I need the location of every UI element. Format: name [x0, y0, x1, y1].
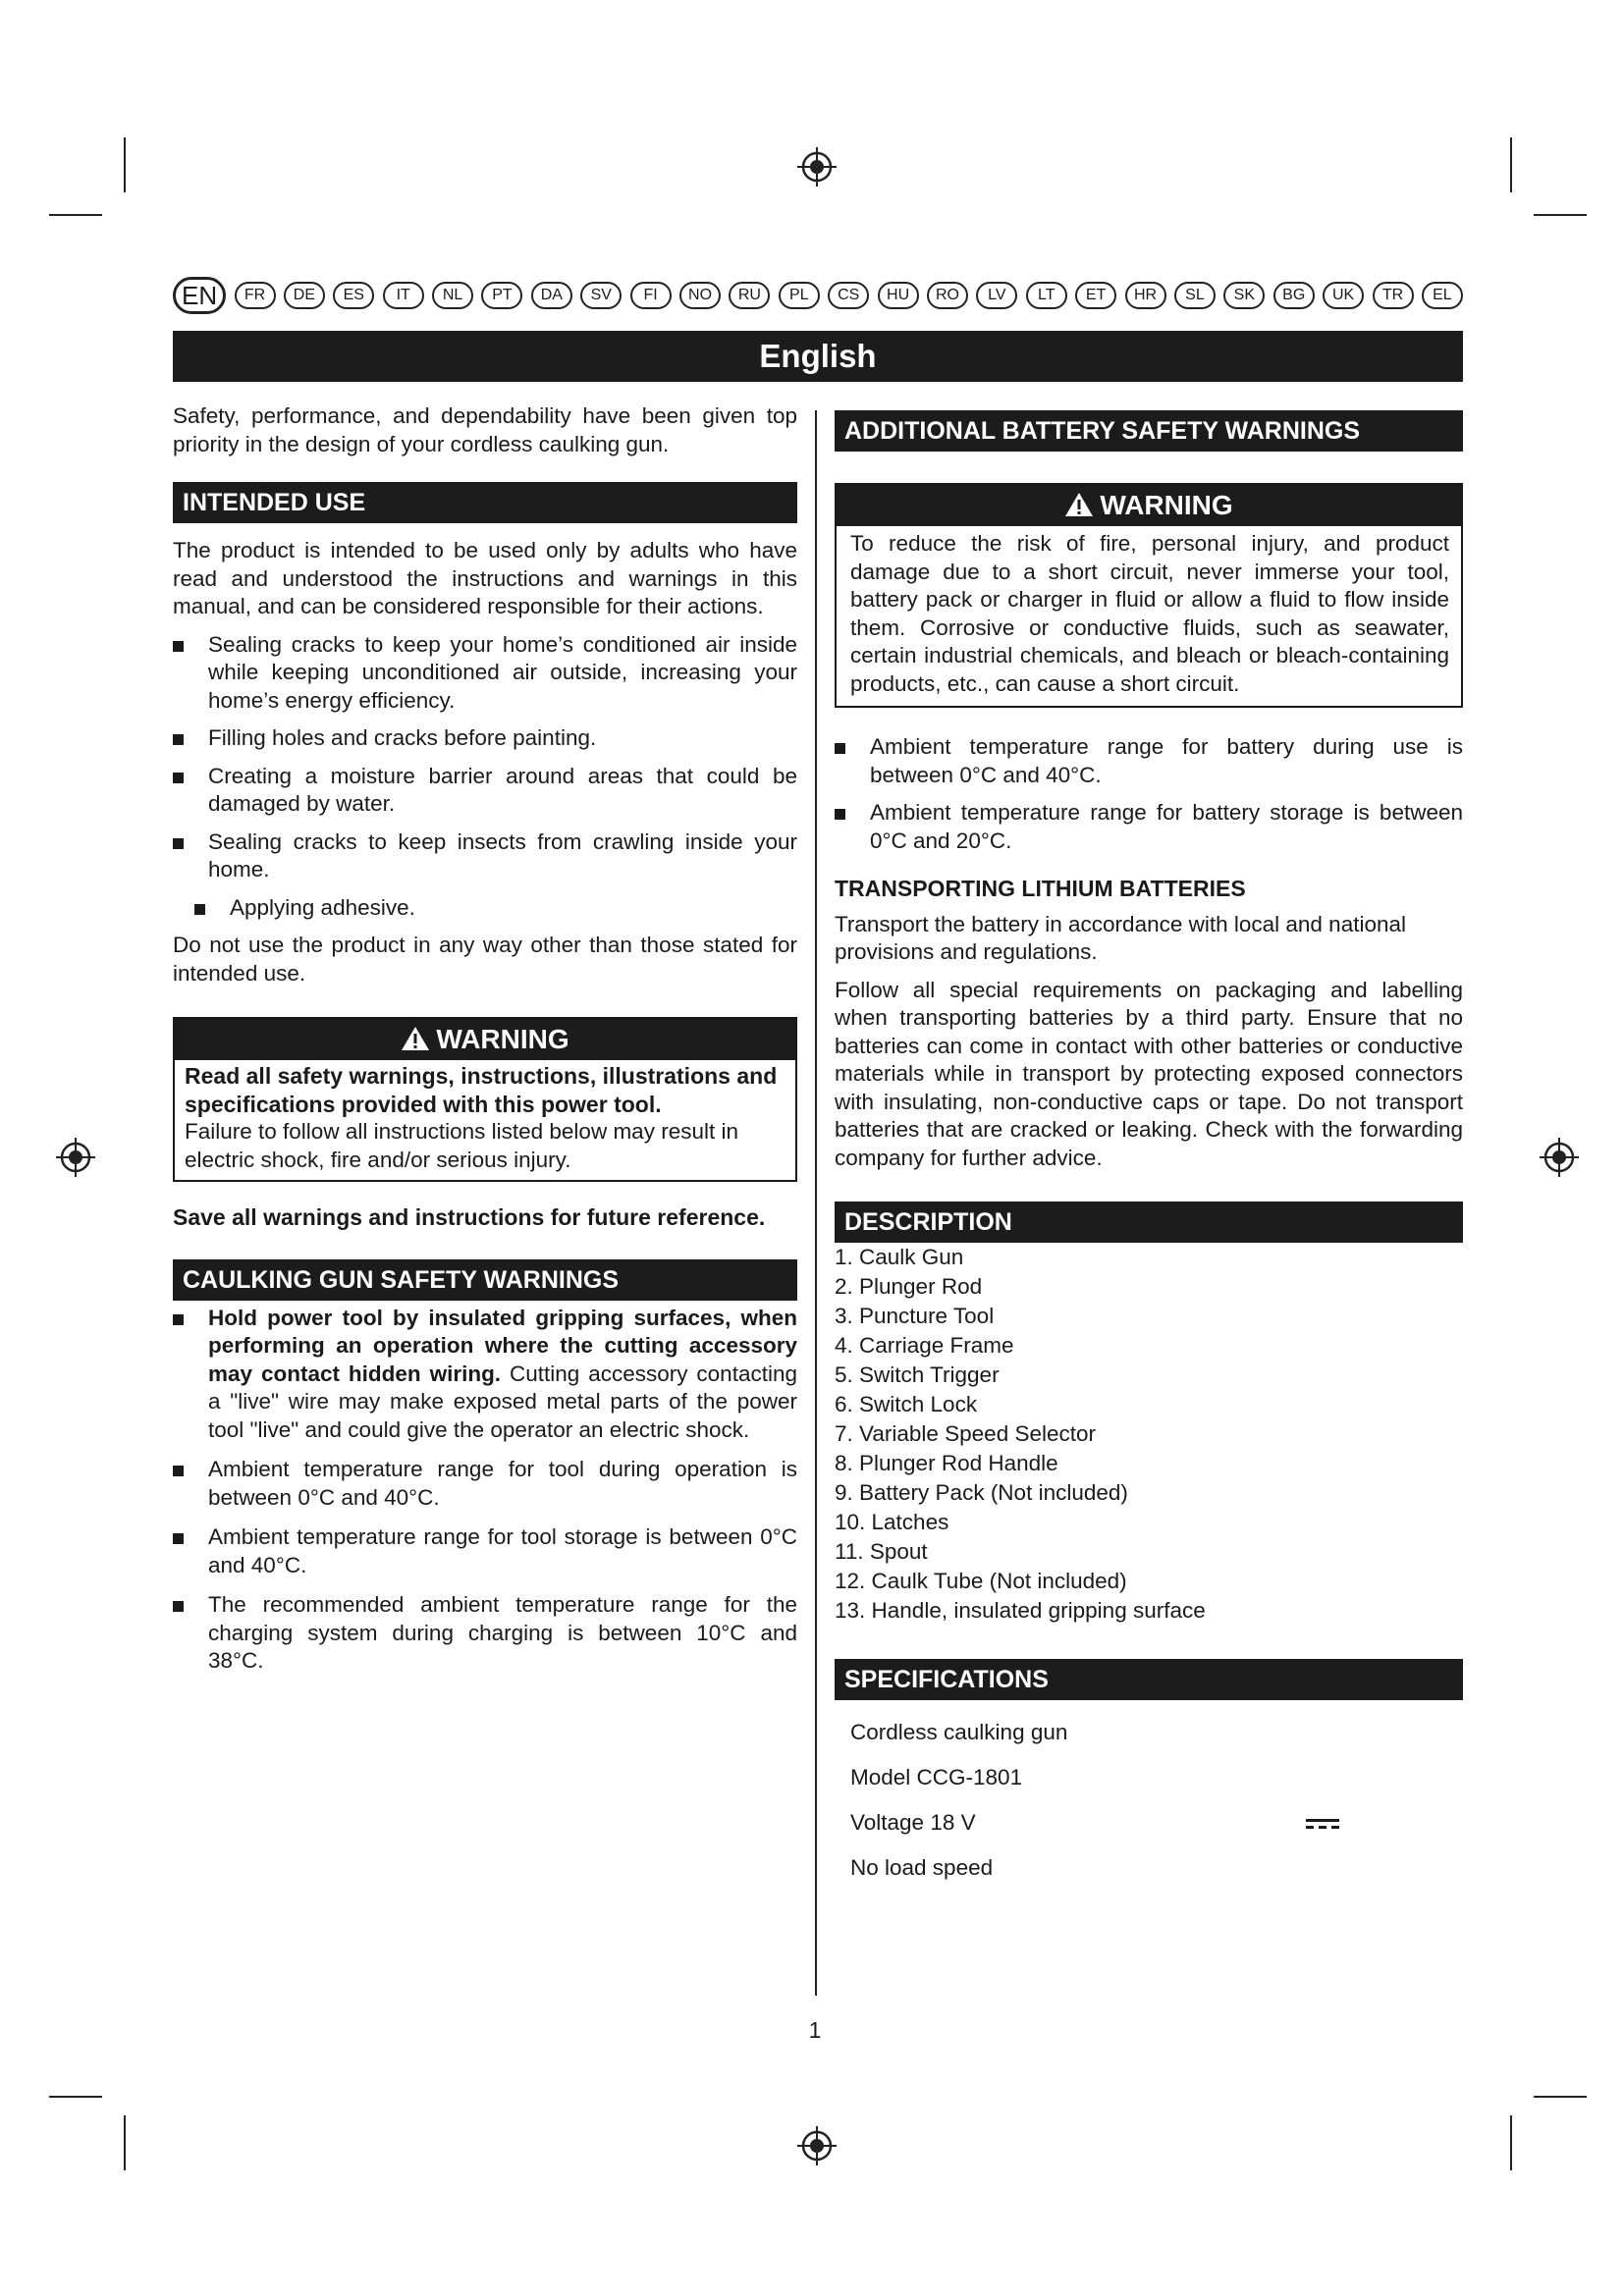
section-header-description: DESCRIPTION: [835, 1201, 1463, 1243]
warning-box: [173, 1017, 797, 1182]
lang-tr[interactable]: TR: [1373, 282, 1414, 309]
list-item: 1. Caulk Gun: [835, 1245, 964, 1269]
list-item: Ambient temperature range for battery during use is between 0°C and 40°C.: [835, 733, 1463, 789]
lang-en[interactable]: EN: [173, 277, 226, 314]
section-header-battery-warnings: ADDITIONAL BATTERY SAFETY WARNINGS: [835, 410, 1463, 452]
lang-hr[interactable]: HR: [1125, 282, 1166, 309]
lang-es[interactable]: ES: [333, 282, 374, 309]
section-header-specifications: SPECIFICATIONS: [835, 1659, 1463, 1700]
list-item: [173, 1305, 797, 1445]
list-item: Applying adhesive.: [194, 894, 797, 923]
warning-header: [175, 1019, 795, 1060]
crop-mark: [124, 137, 126, 192]
lang-de[interactable]: DE: [284, 282, 325, 309]
list-item: The recommended ambient temperature range for the charging system during charging is between 10°C and 38°C.: [173, 1591, 797, 1676]
spec-item: Model CCG-1801: [850, 1765, 1023, 1789]
list-item: 9. Battery Pack (Not included): [835, 1480, 1128, 1505]
lang-pl[interactable]: PL: [779, 282, 820, 309]
warning-title: WARNING: [436, 1024, 569, 1054]
left-column: [173, 402, 797, 1676]
registration-mark-icon: [795, 145, 839, 188]
crop-mark: [1510, 137, 1512, 192]
list-item: Filling holes and cracks before painting.: [173, 724, 797, 753]
intended-use-text: The product is intended to be used only by adults who have read and understood the instructions and warnings in this manual, and can be considered responsible for their actions.: [173, 538, 797, 618]
list-item: 7. Variable Speed Selector: [835, 1421, 1097, 1446]
warning-title: WARNING: [1100, 490, 1233, 520]
lang-hu[interactable]: HU: [878, 282, 919, 309]
lang-da[interactable]: DA: [531, 282, 572, 309]
transporting-text-1: Transport the battery in accordance with local and national provisions and regulations.: [835, 911, 1407, 964]
crop-mark: [49, 2096, 102, 2098]
lang-fr[interactable]: FR: [235, 282, 276, 309]
dc-symbol-icon: [1306, 1818, 1339, 1832]
list-item: 11. Spout: [835, 1539, 928, 1564]
transporting-title: TRANSPORTING LITHIUM BATTERIES: [835, 876, 1246, 901]
transporting-text-2: Follow all special requirements on packaging and labelling when transporting batteries by a third party. Ensure that no batteries can come in contact with other batteries or conductive materials while in transport by protecting exposed connectors with insulating, non-conductive caps or tape. Do not transport batteries that are cracked or leaking. Check with the forwarding company for further advice.: [835, 977, 1463, 1170]
spec-item-voltage: [835, 1800, 1463, 1845]
list-item: 5. Switch Trigger: [835, 1362, 1000, 1387]
list-item: 10. Latches: [835, 1510, 949, 1534]
list-item: 8. Plunger Rod Handle: [835, 1451, 1058, 1475]
caulking-warnings-list: [173, 1305, 797, 1676]
list-item: 3. Puncture Tool: [835, 1304, 995, 1328]
lang-ru[interactable]: RU: [729, 282, 770, 309]
list-item: 4. Carriage Frame: [835, 1333, 1014, 1358]
intro-text: Safety, performance, and dependability have been given top priority in the design of your cordless caulking gun.: [173, 403, 797, 456]
spec-voltage-text: Voltage 18 V: [850, 1810, 976, 1835]
lang-fi[interactable]: FI: [630, 282, 672, 309]
list-item: 2. Plunger Rod: [835, 1274, 983, 1299]
crop-mark: [124, 2115, 126, 2170]
list-item: Ambient temperature range for tool storage is between 0°C and 40°C.: [173, 1523, 797, 1579]
lang-cs[interactable]: CS: [828, 282, 869, 309]
registration-mark-icon: [795, 2124, 839, 2167]
list-item: Creating a moisture barrier around areas that could be damaged by water.: [173, 763, 797, 819]
list-item: 13. Handle, insulated gripping surface: [835, 1598, 1206, 1623]
intended-use-list: [173, 631, 797, 923]
lang-lt[interactable]: LT: [1026, 282, 1067, 309]
list-item: 12. Caulk Tube (Not included): [835, 1569, 1127, 1593]
caulking-warning-text: Cutting accessory contacting a "live" wire may make exposed metal parts of the power tool "live" and could give the operator an electric shock.: [208, 1361, 797, 1442]
list-item: 6. Switch Lock: [835, 1392, 978, 1416]
lang-nl[interactable]: NL: [432, 282, 473, 309]
right-column: [835, 410, 1463, 1891]
description-list: [835, 1243, 1463, 1626]
lang-ro[interactable]: RO: [927, 282, 968, 309]
battery-warnings-list: [835, 733, 1463, 855]
intended-use-closing: Do not use the product in any way other than those stated for intended use.: [173, 933, 797, 986]
spec-item: No load speed: [850, 1855, 994, 1880]
lang-sk[interactable]: SK: [1223, 282, 1265, 309]
lang-sv[interactable]: SV: [580, 282, 622, 309]
spec-item: Cordless caulking gun: [850, 1720, 1068, 1744]
column-divider: [815, 410, 817, 1996]
registration-mark-icon: [1538, 1136, 1581, 1179]
lang-pt[interactable]: PT: [481, 282, 522, 309]
lang-sl[interactable]: SL: [1174, 282, 1216, 309]
lang-lv[interactable]: LV: [976, 282, 1017, 309]
warning-text: Failure to follow all instructions listed below may result in electric shock, fire and/or serious injury.: [185, 1119, 738, 1172]
crop-mark: [1534, 214, 1587, 216]
save-note: Save all warnings and instructions for future reference.: [173, 1204, 766, 1230]
lang-et[interactable]: ET: [1075, 282, 1116, 309]
specifications-list: [835, 1710, 1463, 1891]
list-item: Sealing cracks to keep your home’s conditioned air inside while keeping unconditioned air outside, increasing your home’s energy efficiency.: [173, 631, 797, 716]
lang-uk[interactable]: UK: [1323, 282, 1364, 309]
list-item: Ambient temperature range for battery storage is between 0°C and 20°C.: [835, 799, 1463, 855]
list-item: Ambient temperature range for tool during operation is between 0°C and 40°C.: [173, 1456, 797, 1512]
caulking-warning-bold: Hold power tool by insulated gripping surfaces, when performing an operation where the cutting accessory may contact hidden wiring.: [208, 1305, 797, 1386]
lang-bg[interactable]: BG: [1273, 282, 1315, 309]
language-selector: [173, 277, 1463, 314]
list-item: Sealing cracks to keep insects from crawling inside your home.: [173, 828, 797, 884]
section-header-caulking-warnings: CAULKING GUN SAFETY WARNINGS: [173, 1259, 797, 1301]
registration-mark-icon: [54, 1136, 97, 1179]
warning-bold-text: Read all safety warnings, instructions, illustrations and specifications provided with this power tool.: [185, 1063, 778, 1117]
crop-mark: [49, 214, 102, 216]
lang-el[interactable]: EL: [1422, 282, 1463, 309]
warning-triangle-icon: [1064, 492, 1094, 517]
page-number: 1: [808, 2017, 822, 2043]
crop-mark: [1510, 2115, 1512, 2170]
page-title: English: [173, 331, 1463, 382]
warning-triangle-icon: [401, 1026, 430, 1051]
section-header-intended-use: INTENDED USE: [173, 482, 797, 523]
lang-no[interactable]: NO: [679, 282, 721, 309]
lang-it[interactable]: IT: [383, 282, 424, 309]
battery-warning-box: [835, 483, 1463, 708]
crop-mark: [1534, 2096, 1587, 2098]
warning-header: [837, 485, 1461, 526]
battery-warning-text: To reduce the risk of fire, personal injury, and product damage due to a short circuit, never immerse your tool, battery pack or charger in fluid or allow a fluid to flow inside them. Corrosive or conductive fluids, such as seawater, certain industrial chemicals, and bleach or bleach-containing products, etc., can cause a short circuit.: [850, 531, 1449, 696]
